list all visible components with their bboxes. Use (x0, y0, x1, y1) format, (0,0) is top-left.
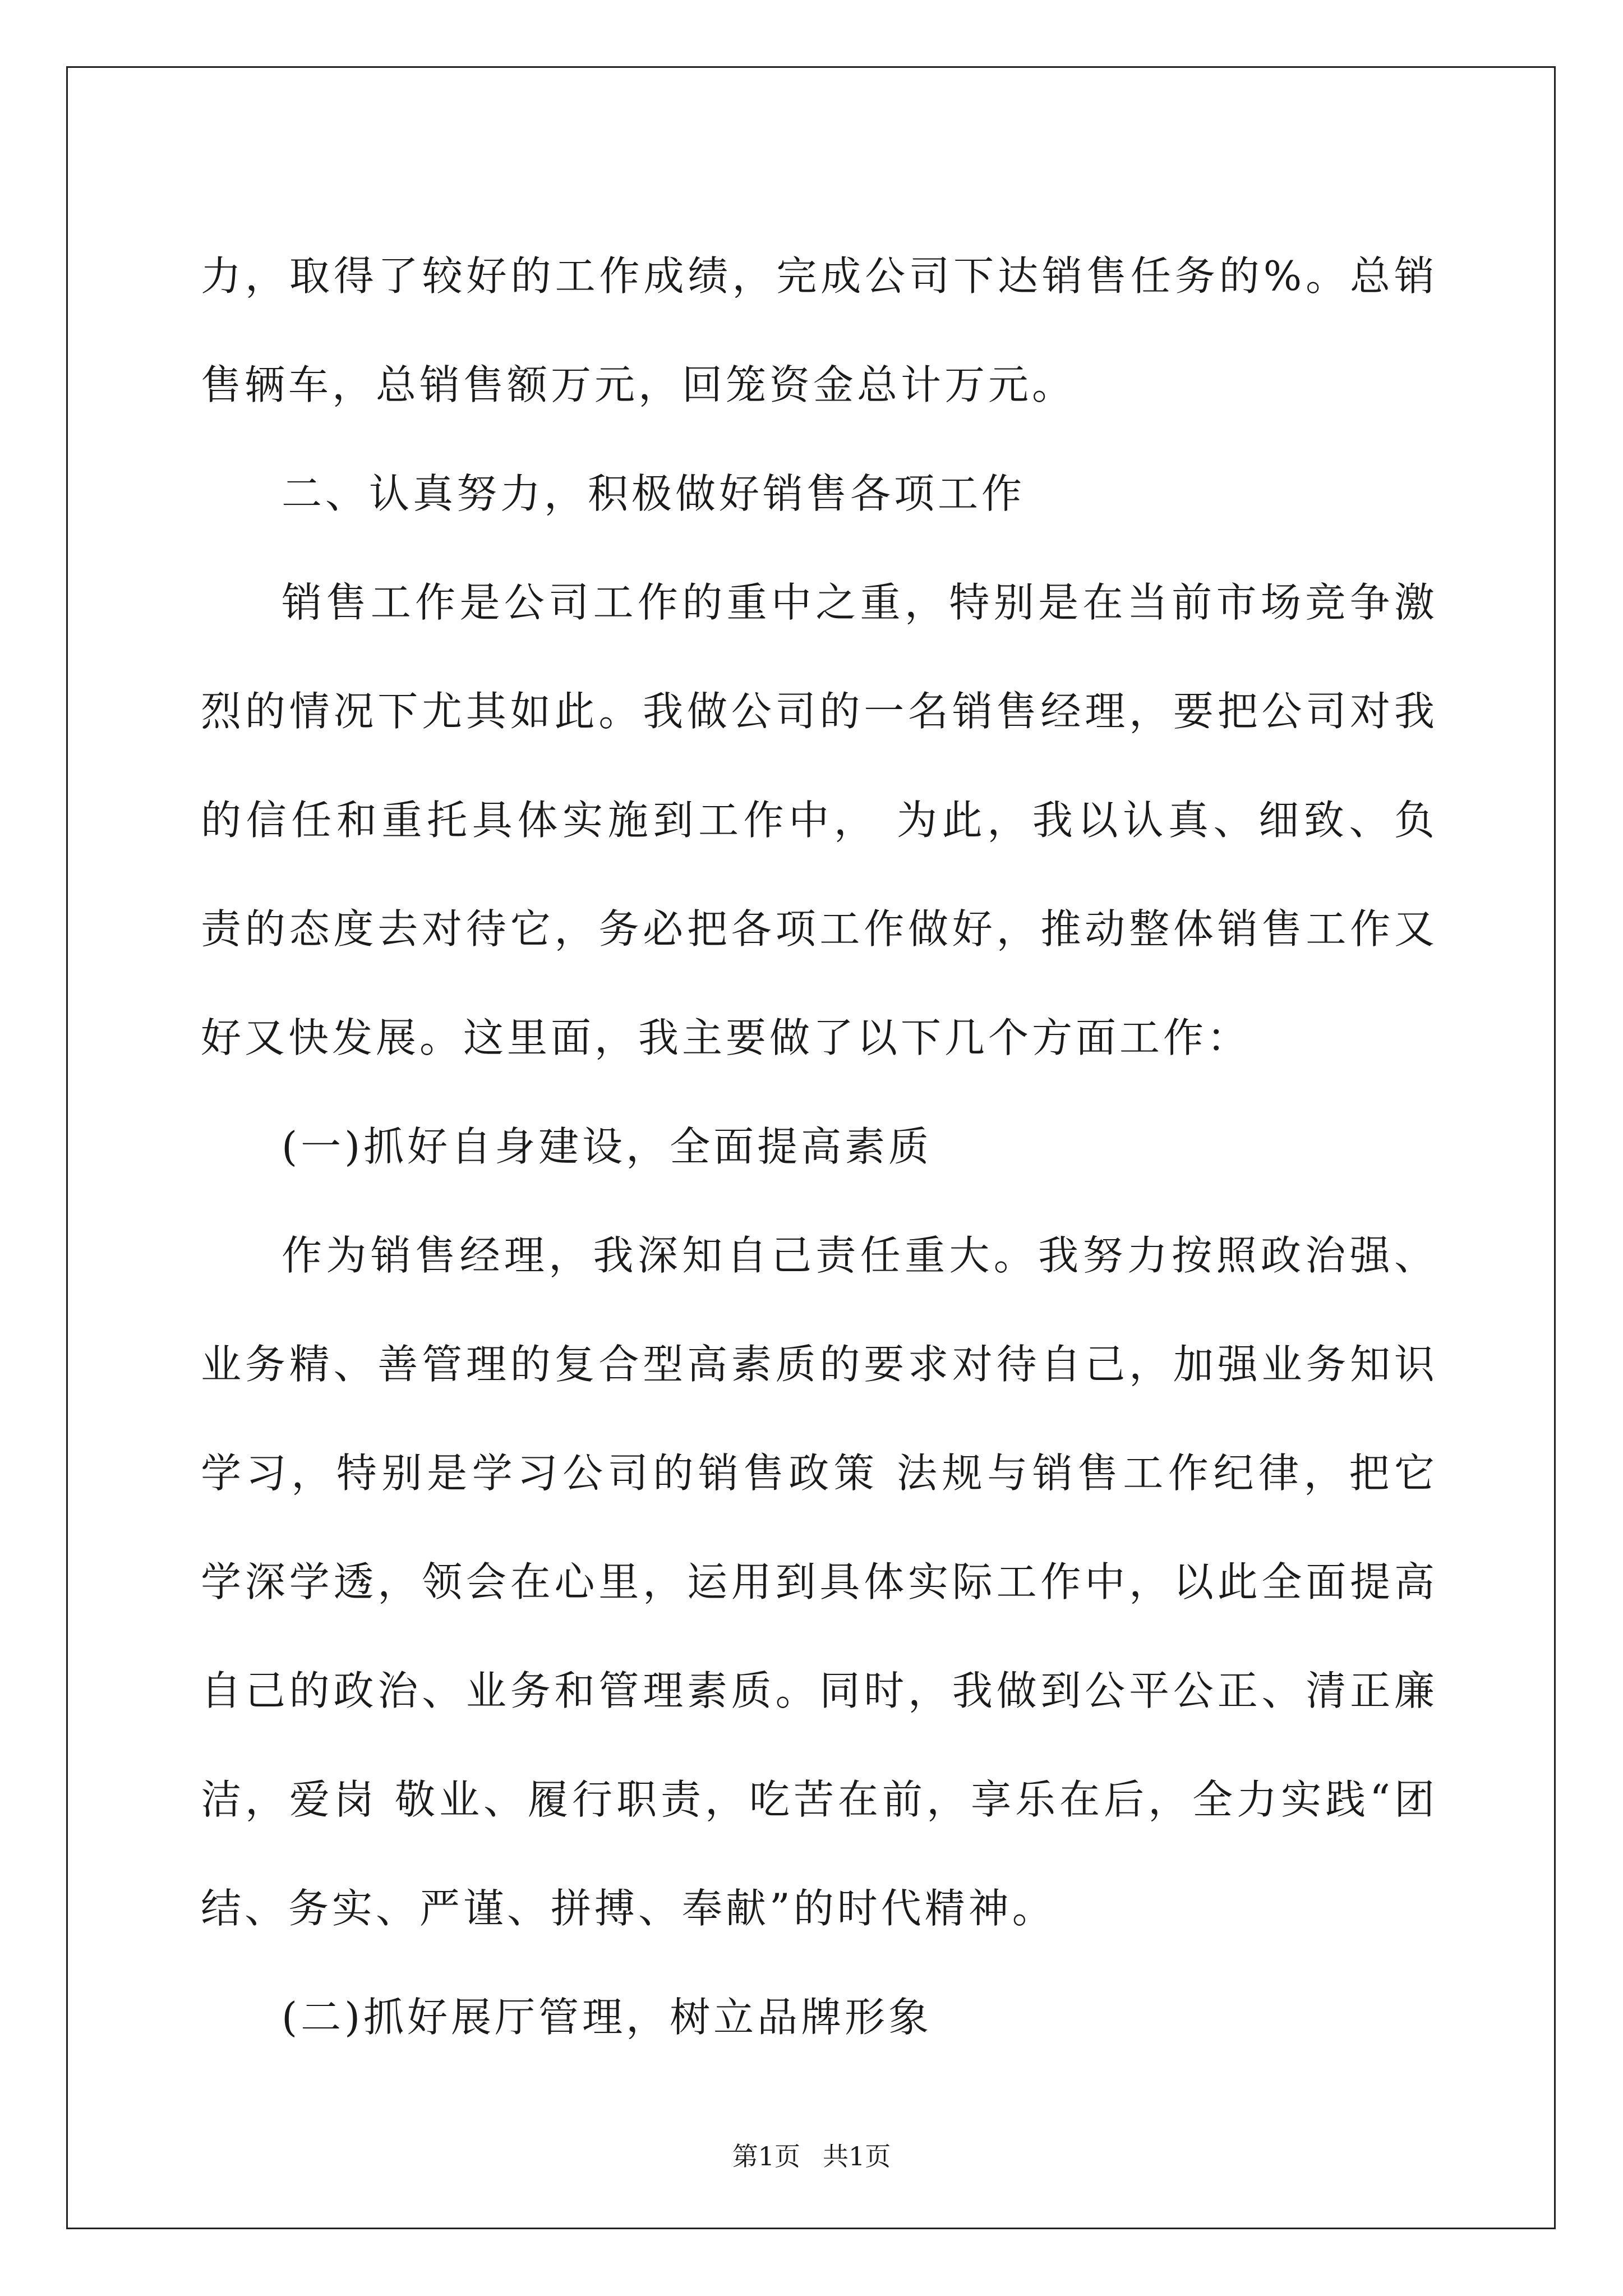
document-body (201, 222, 1438, 2072)
page-number-current: 第1页 (732, 2141, 800, 2171)
paragraph-5: 作为销售经理，我深知自己责任重大。我努力按照政治强、业务精、善管理的复合型高素质的要求对待自己，加强业务知识学习，特别是学习公司的销售政策 法规与销售工作纪律，把它学深学透，领会在心里，运用到具体实际工作中，以此全面提高自己的政治、业务和管理素质。同时，我做到公平公正、清正廉洁，爱岗 敬业、履行职责，吃苦在前，享乐在后，全力实践“团结、务实、严谨、拼搏、奉献”的时代精神。 (201, 1232, 1438, 1932)
page-number-total: 共1页 (823, 2141, 891, 2171)
subsection-heading-1: (一)抓好自身建设，全面提高素质 (282, 1123, 933, 1170)
paragraph-3: 销售工作是公司工作的重中之重，特别是在当前市场竞争激烈的情况下尤其如此。我做公司的一名销售经理，要把公司对我的信任和重托具体实施到工作中， 为此，我以认真、细致、负责的态度去对待它，务必把各项工作做好，推动整体销售工作又好又快发展。这里面，我主要做了以下几个方面工作： (201, 579, 1438, 1061)
page-footer (0, 2136, 1623, 2173)
paragraph-1: 力，取得了较好的工作成绩，完成公司下达销售任务的%。总销售辆车，总销售额万元，回笼资金总计万元。 (201, 252, 1438, 408)
subsection-heading-2: (二)抓好展厅管理，树立品牌形象 (282, 1994, 933, 2041)
section-heading-2: 二、认真努力，积极做好销售各项工作 (282, 470, 1026, 517)
